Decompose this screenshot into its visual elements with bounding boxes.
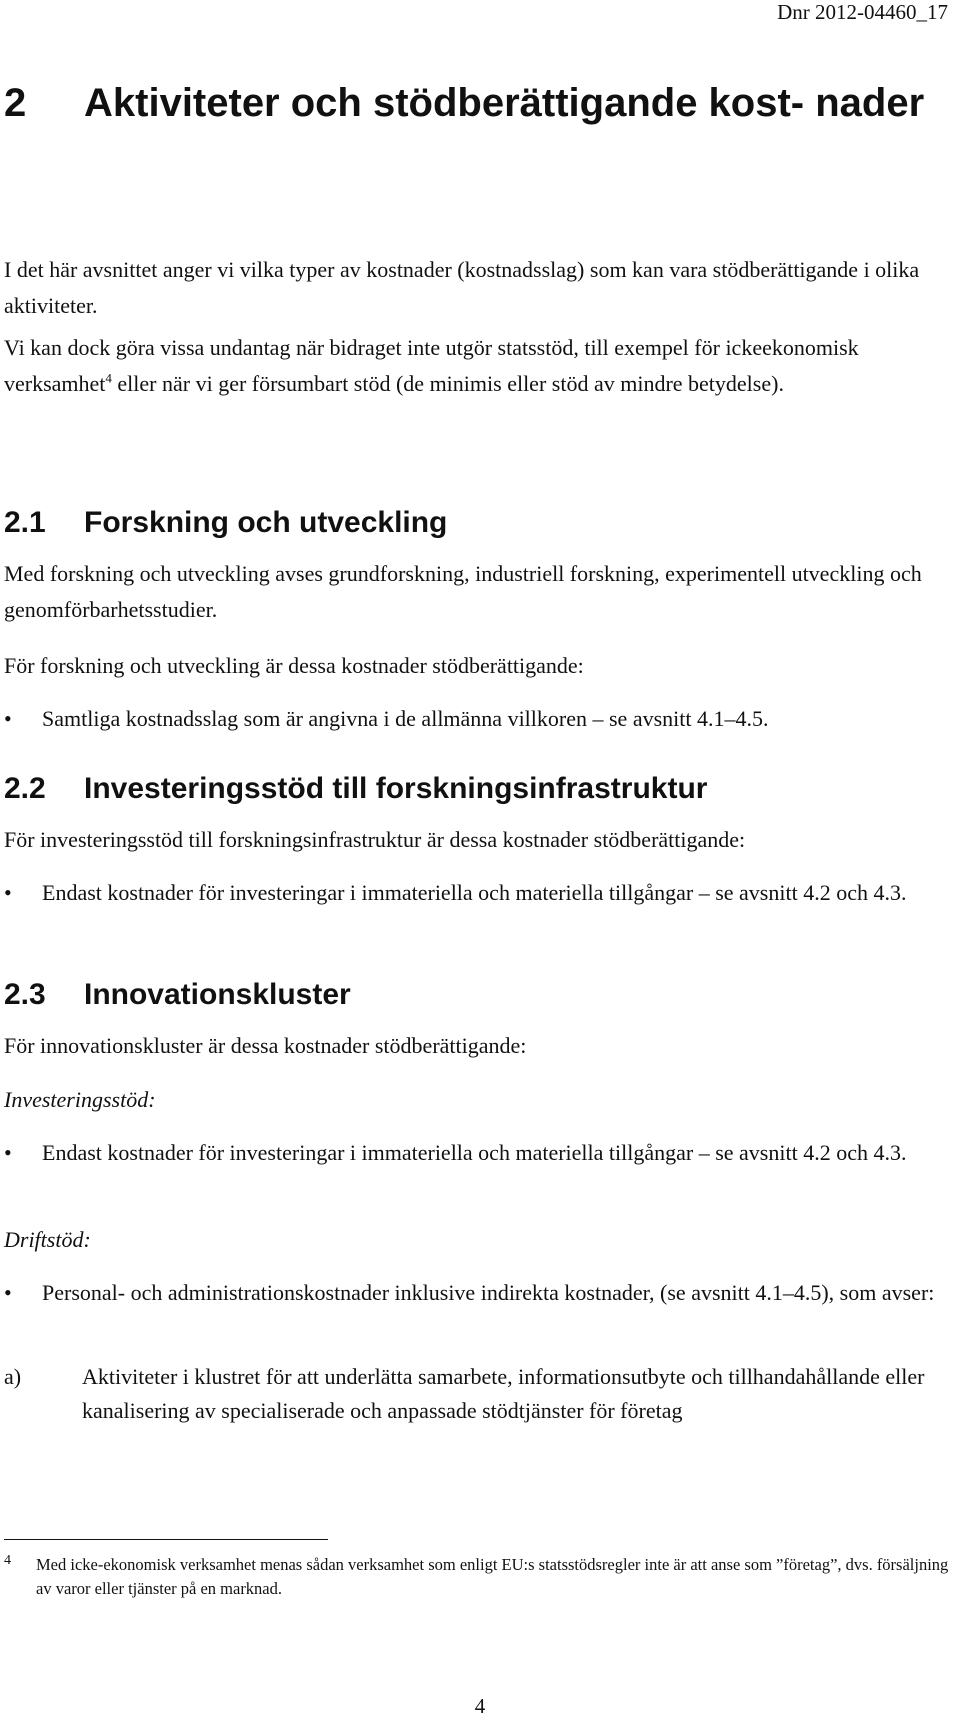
subheading-driftstod: Driftstöd: (4, 1227, 91, 1252)
section-2-1-lead: För forskning och utveckling är dessa kostnader stödberättigande: (4, 653, 584, 678)
chapter-title: Aktiviteter och stödberättigande kost- nader (84, 81, 925, 125)
bullet-icon: • (4, 1140, 12, 1165)
document-number: Dnr 2012-04460_17 (777, 0, 948, 24)
footnote-separator (4, 1539, 328, 1540)
footnote-reference[interactable]: 4 (105, 370, 112, 386)
bullet-icon: • (4, 706, 12, 731)
intro-paragraph-1: I det här avsnittet anger vi vilka typer av kostnader (kostnadsslag) som kan vara stödberättigande i olika aktiviteter. (4, 257, 920, 318)
subheading-investeringsstod: Investeringsstöd: (4, 1087, 156, 1112)
intro-paragraph-2: Vi kan dock göra vissa undantag när bidraget inte utgör statsstöd, till exempel för ickeekonomisk verksamhet$^4$ eller när vi ger försumbart stöd (de minimis eller stöd av mindre betydelse). (4, 335, 859, 396)
section-2-3-lead: För innovationskluster är dessa kostnader stödberättigande: (4, 1033, 527, 1058)
section-2-2-lead: För investeringsstöd till forskningsinfrastruktur är dessa kostnader stödberättigande: (4, 827, 746, 852)
bullet-icon: • (4, 880, 12, 905)
footnote-number: 4 (4, 1553, 11, 1568)
page-number: 4 (474, 1694, 486, 1718)
footnote-text: Med icke-ekonomisk verksamhet menas sådan verksamhet som enligt EU:s statsstödsregler inte är att anse som ”företag”, dvs. försäljning av varor eller tjänster på en marknad. (36, 1555, 949, 1598)
bullet-icon: • (4, 1280, 12, 1305)
chapter-number: 2 (4, 81, 27, 125)
list-label: a) (4, 1364, 22, 1389)
section-2-1-paragraph: Med forskning och utveckling avses grundforskning, industriell forskning, experimentell utveckling och genomförbarhetsstudier. (4, 561, 922, 622)
